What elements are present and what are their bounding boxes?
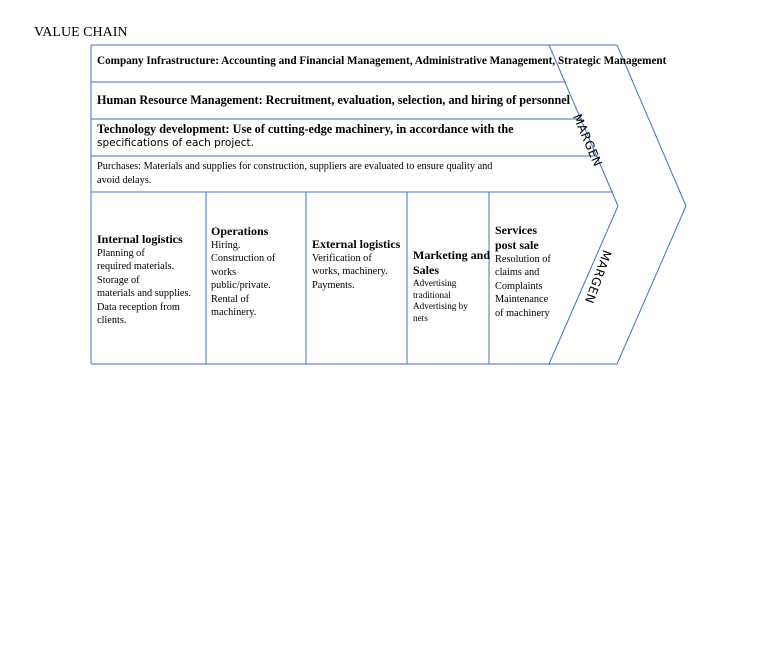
internal-line: required materials. (97, 261, 175, 273)
primary-internal-logistics (97, 232, 205, 327)
marketing-line: traditional (413, 289, 451, 300)
external-line: works, machinery. (312, 266, 388, 278)
internal-line: Data reception from (97, 301, 180, 313)
services-line: Complaints (495, 280, 543, 292)
internal-line: Storage of (97, 274, 140, 286)
internal-line: clients. (97, 314, 127, 326)
technology-heading: Technology development: Use of cutting-edge machinery, in accordance with the (97, 122, 514, 136)
operations-line: Hiring. (211, 240, 241, 251)
services-heading-line-2: post sale (495, 238, 539, 252)
external-line: Verification of (312, 253, 372, 264)
marketing-heading-line-2: Sales (413, 263, 440, 277)
external-line: Payments. (312, 279, 355, 291)
operations-line: works (211, 266, 237, 278)
operations-line: Rental of (211, 293, 250, 305)
margin-label-top: MARGEN (570, 112, 605, 169)
primary-marketing-sales (413, 248, 489, 324)
services-heading-line-1: Services (495, 223, 537, 237)
operations-line: machinery. (211, 306, 257, 318)
purchases-line-1: Purchases: Materials and supplies for construction, suppliers are evaluated to ensure quality and (97, 161, 493, 172)
services-line: of machinery (495, 307, 550, 319)
services-line: Resolution of (495, 254, 551, 265)
operations-line: public/private. (211, 280, 271, 292)
support-human-resources: Human Resource Management: Recruitment, evaluation, selection, and hiring of personnel (97, 93, 571, 107)
operations-heading: Operations (211, 224, 269, 238)
external-logistics-heading: External logistics (312, 237, 401, 251)
diagram-title: VALUE CHAIN (34, 25, 128, 40)
internal-logistics-heading: Internal logistics (97, 232, 183, 246)
primary-services-post-sale (495, 223, 565, 320)
purchases-line-2: avoid delays. (97, 174, 152, 186)
primary-external-logistics (312, 237, 408, 292)
support-technology (97, 122, 547, 149)
services-line: claims and (495, 267, 540, 279)
support-infrastructure: Company Infrastructure: Accounting and Financial Management, Administrative Management, Strategic Management (97, 55, 667, 67)
internal-line: materials and supplies. (97, 288, 192, 300)
marketing-line: Advertising (413, 278, 457, 288)
internal-line: Planning of (97, 248, 145, 259)
services-line: Maintenance (495, 294, 549, 306)
marketing-line: Advertising by (413, 301, 468, 311)
margin-label-bottom: MARGEN (581, 248, 614, 306)
operations-line: Construction of (211, 253, 276, 265)
support-purchases (97, 160, 537, 188)
outer-chevron (617, 45, 686, 364)
marketing-heading-line-1: Marketing and (413, 248, 491, 262)
technology-rest: specifications of each project. (97, 136, 254, 149)
marketing-line: nets (413, 312, 428, 323)
primary-operations (211, 224, 305, 319)
